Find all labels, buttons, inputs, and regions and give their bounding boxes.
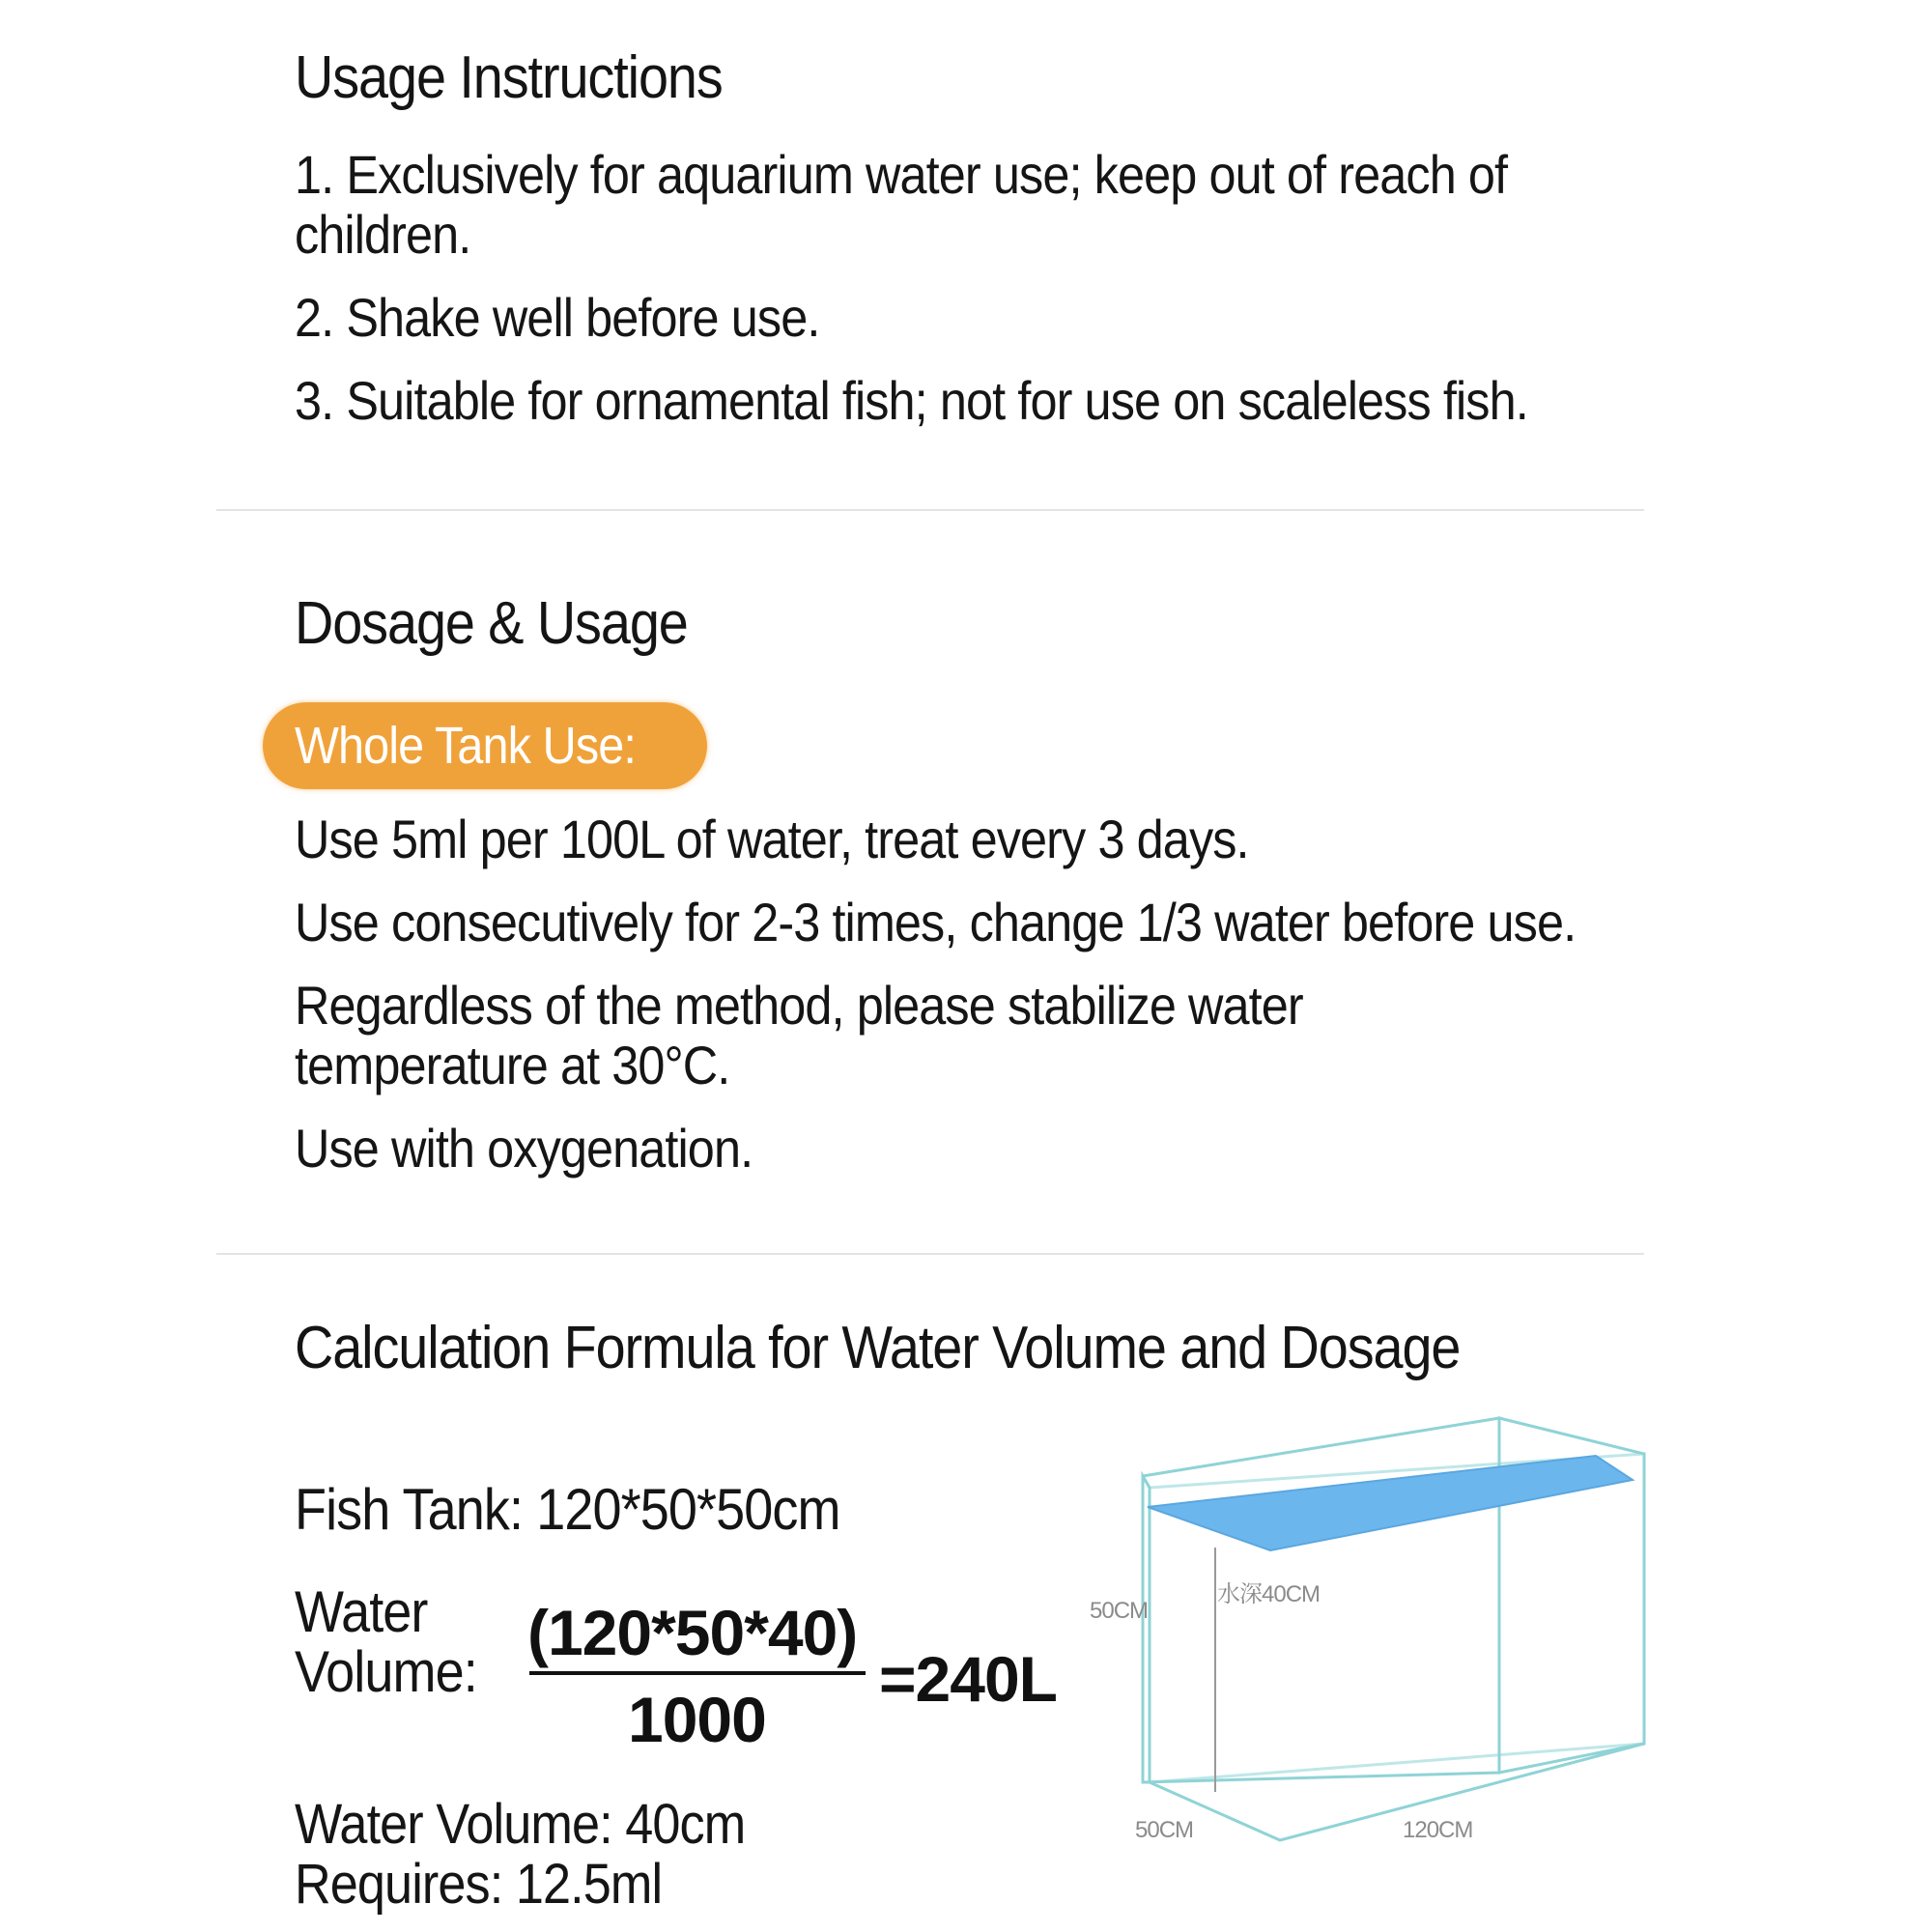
whole-tank-badge	[263, 702, 707, 789]
tank-height-label: 50CM	[1090, 1598, 1149, 1624]
dosage-line-2: Use consecutively for 2-3 times, change 1/3 water before use.	[295, 892, 1577, 952]
section-divider	[216, 1253, 1644, 1255]
section-divider	[216, 509, 1644, 511]
usage-item-1-line-1: 1. Exclusively for aquarium water use; keep out of reach of	[295, 144, 1508, 205]
formula-result: =240L	[879, 1643, 1057, 1715]
tank-length-label: 120CM	[1403, 1817, 1473, 1843]
water-volume-label-2: Volume:	[295, 1639, 477, 1704]
fraction-bar	[529, 1671, 866, 1675]
dosage-line-3a: Regardless of the method, please stabilize water	[295, 975, 1303, 1036]
formula-denominator: 1000	[628, 1684, 766, 1755]
usage-item-1-line-2: children.	[295, 204, 471, 265]
fish-tank-diagram	[1063, 1391, 1681, 1874]
dosage-title: Dosage & Usage	[295, 590, 688, 657]
dosage-line-4: Use with oxygenation.	[295, 1118, 753, 1179]
tank-width-label: 50CM	[1135, 1817, 1194, 1843]
calc-title: Calculation Formula for Water Volume and Dosage	[295, 1315, 1461, 1381]
usage-title: Usage Instructions	[295, 44, 723, 111]
water-volume-label-1: Water	[295, 1579, 428, 1644]
fish-tank-size: Fish Tank: 120*50*50cm	[295, 1477, 840, 1542]
usage-item-2: 2. Shake well before use.	[295, 287, 820, 348]
water-depth-label: 水深40CM	[1217, 1581, 1321, 1607]
water-volume-depth: Water Volume: 40cm	[295, 1793, 746, 1856]
dosage-requires: Requires: 12.5ml	[295, 1853, 663, 1916]
whole-tank-badge-label: Whole Tank Use:	[295, 717, 636, 775]
dosage-line-3b: temperature at 30°C.	[295, 1035, 730, 1095]
usage-item-3: 3. Suitable for ornamental fish; not for use on scaleless fish.	[295, 370, 1528, 431]
formula-numerator: (120*50*40)	[527, 1597, 858, 1668]
dosage-line-1: Use 5ml per 100L of water, treat every 3 days.	[295, 809, 1249, 869]
